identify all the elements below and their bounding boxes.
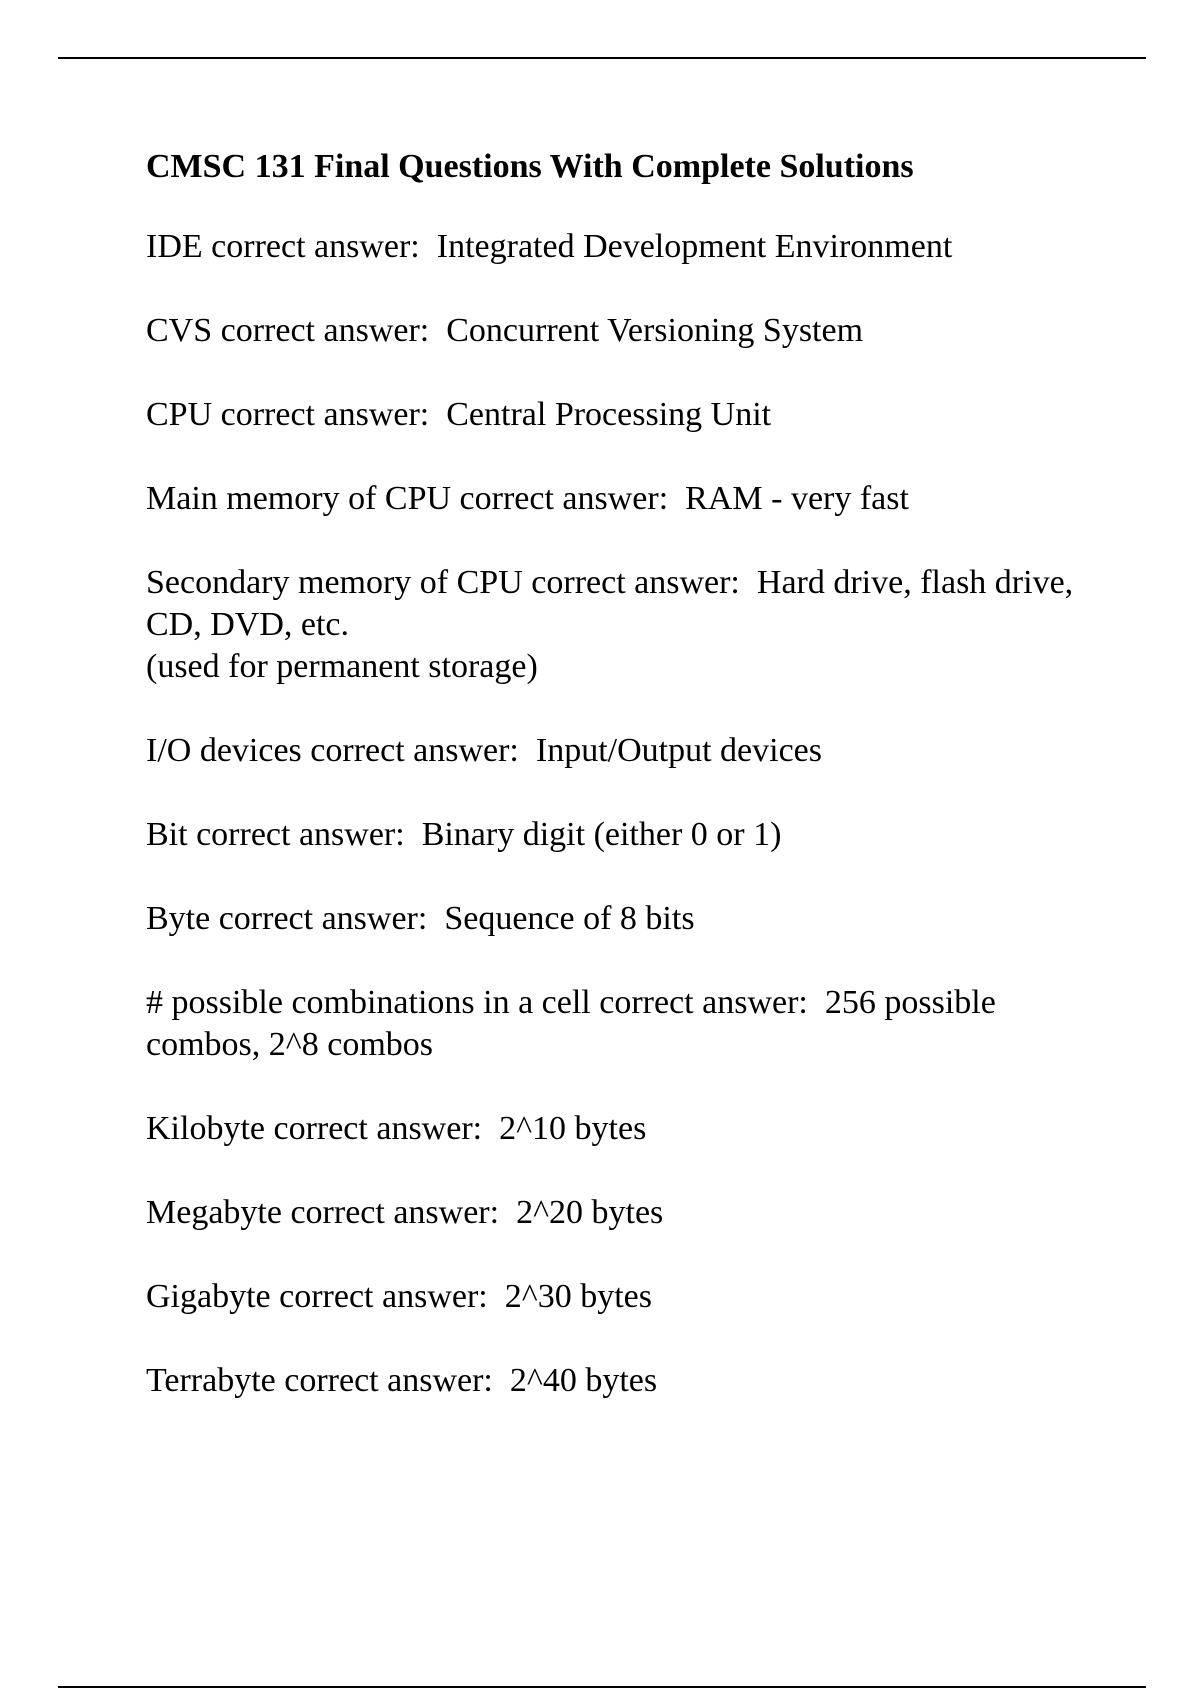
qa-item [146,1276,1086,1318]
qa-term: CPU [146,396,213,433]
qa-item [146,478,1086,520]
qa-term: Gigabyte [146,1278,271,1315]
qa-term: Main memory of CPU [146,480,452,517]
qa-separator: correct answer: [210,900,445,937]
qa-item [146,982,1086,1066]
top-divider [58,57,1146,59]
qa-separator: correct answer: [590,984,825,1021]
qa-answer: Central Processing Unit [446,396,772,433]
qa-separator: correct answer: [451,480,686,517]
qa-separator: correct answer: [202,228,437,265]
qa-term: Byte [146,900,211,937]
document-title: CMSC 131 Final Questions With Complete Solutions [146,148,914,185]
qa-answer: Binary digit (either 0 or 1) [421,816,782,853]
qa-separator: correct answer: [212,312,447,349]
qa-separator: correct answer: [212,396,447,433]
qa-answer: RAM - very fast [685,480,909,517]
qa-item [146,310,1086,352]
qa-answer: Concurrent Versioning System [446,312,864,349]
qa-answer: Sequence of 8 bits [444,900,695,937]
qa-term: Secondary memory of CPU [146,564,523,601]
qa-term: I/O devices [146,732,302,769]
qa-item [146,226,1086,268]
qa-answer: 2^20 bytes [516,1194,664,1231]
qa-term: Megabyte [146,1194,282,1231]
qa-term: # possible combinations in a cell [146,984,591,1021]
qa-item [146,1360,1086,1402]
qa-separator: correct answer: [270,1278,505,1315]
qa-answer: 2^30 bytes [504,1278,652,1315]
bottom-divider [58,1686,1146,1688]
qa-item [146,898,1086,940]
qa-answer: Hard drive, flash drive, CD, DVD, etc. [146,564,1074,643]
qa-term: Terrabyte [146,1362,276,1399]
qa-answer: Integrated Development Environment [436,228,953,265]
qa-item [146,1108,1086,1150]
qa-answer: 2^40 bytes [509,1362,658,1399]
qa-note: (used for permanent storage) [146,648,538,685]
qa-item [146,562,1086,688]
qa-separator: correct answer: [301,732,536,769]
document-body [146,142,1086,1444]
qa-separator: correct answer: [281,1194,517,1231]
qa-item [146,814,1086,856]
qa-separator: correct answer: [522,564,757,601]
qa-answer: Input/Output devices [535,732,823,769]
qa-term: IDE [146,228,203,265]
qa-answer: 256 possible combos, 2^8 combos [146,984,996,1063]
qa-separator: correct answer: [187,816,422,853]
qa-item [146,394,1086,436]
qa-term: CVS [146,312,213,349]
qa-answer: 2^10 bytes [499,1110,647,1147]
qa-separator: correct answer: [264,1110,500,1147]
qa-separator: correct answer: [275,1362,510,1399]
qa-item [146,1192,1086,1234]
qa-term: Bit [146,816,188,853]
qa-term: Kilobyte [146,1110,265,1147]
qa-item [146,730,1086,772]
